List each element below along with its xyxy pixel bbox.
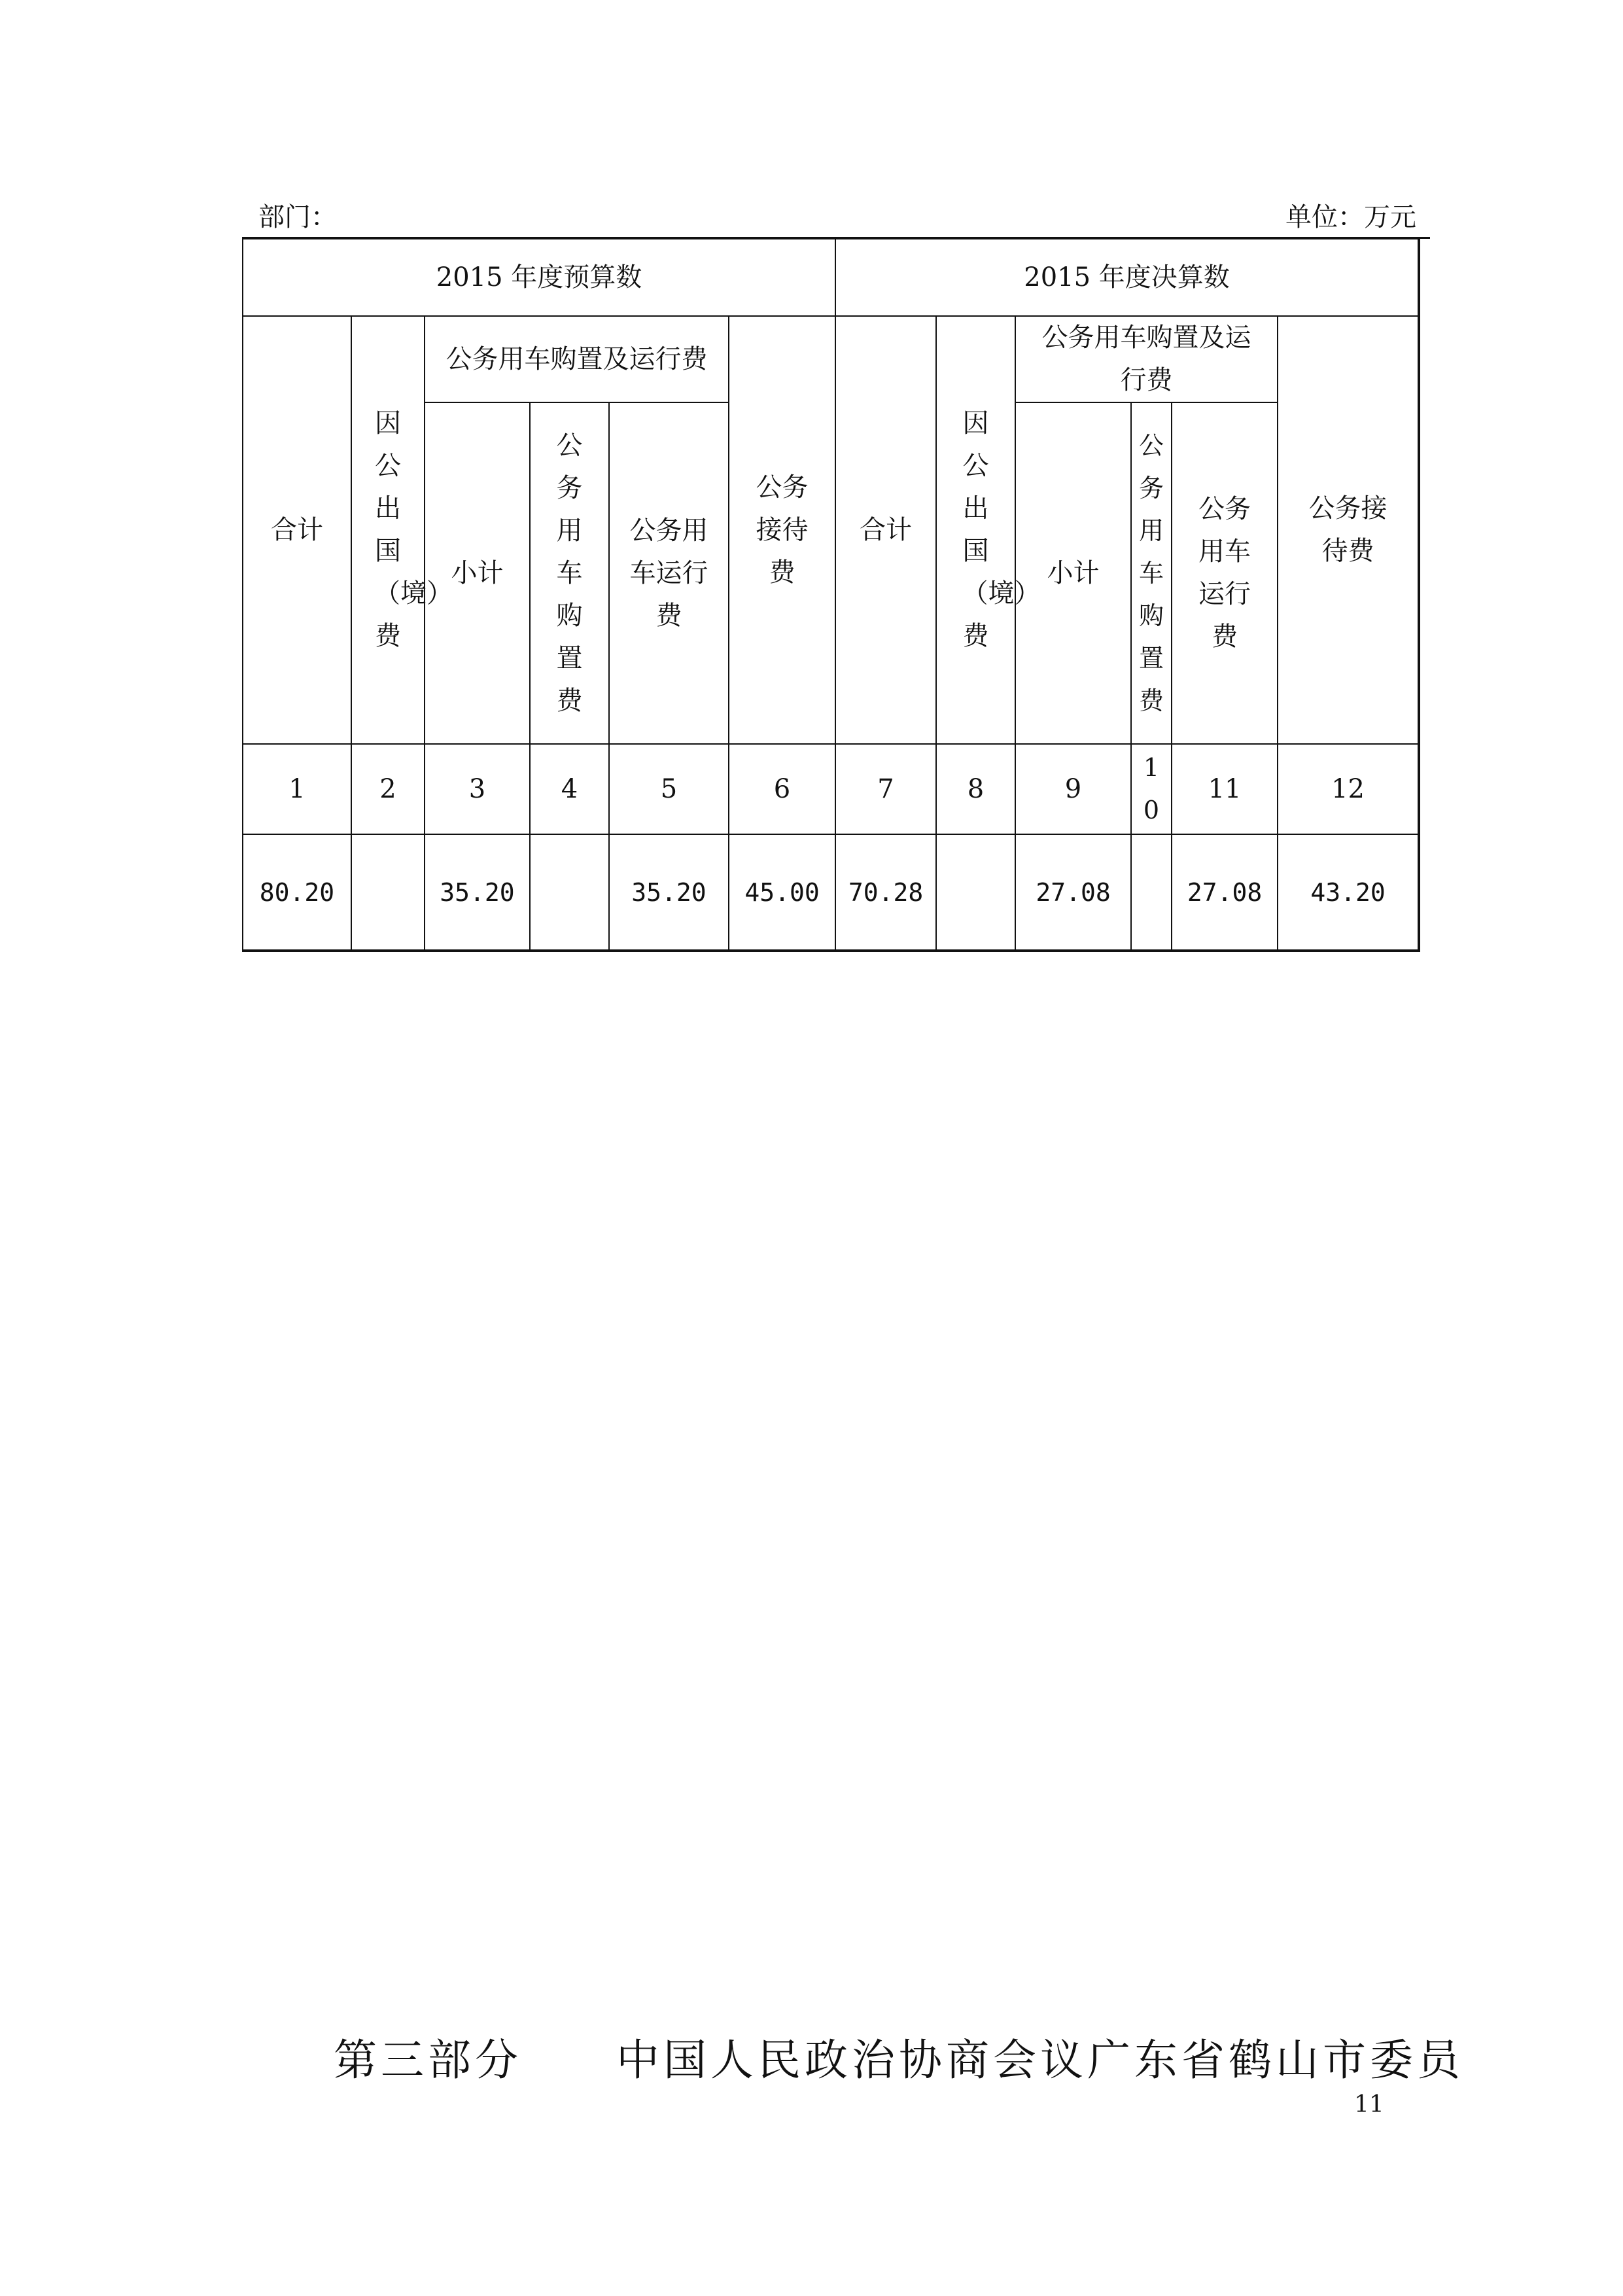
actual-reception-header: 公务接待费 xyxy=(1278,316,1419,744)
value-cell xyxy=(351,834,425,951)
index-cell: 3 xyxy=(425,744,530,834)
index-cell: 7 xyxy=(835,744,936,834)
index-cell: 12 xyxy=(1278,744,1419,834)
page-number: 11 xyxy=(1354,2091,1384,2118)
value-cell: 27.08 xyxy=(1172,834,1278,951)
index-cell: 10 xyxy=(1131,744,1172,834)
budget-subtotal-header: 小计 xyxy=(425,402,530,744)
budget-vehicle-group-header: 公务用车购置及运行费 xyxy=(425,316,729,402)
budget-total-header: 合计 xyxy=(243,316,351,744)
value-cell: 80.20 xyxy=(243,834,351,951)
value-cell: 27.08 xyxy=(1015,834,1131,951)
value-cell: 35.20 xyxy=(609,834,729,951)
actual-total-header: 合计 xyxy=(835,316,936,744)
actual-vehicle-purchase-header: 公务用车购置费 xyxy=(1131,402,1172,744)
value-cell: 70.28 xyxy=(835,834,936,951)
budget-overseas-header: 因公出国（境）费 xyxy=(351,316,425,744)
value-cell: 35.20 xyxy=(425,834,530,951)
value-cell: 43.20 xyxy=(1278,834,1419,951)
department-label: 部门： xyxy=(258,202,337,232)
budget-vehicle-purchase-header: 公务用车购置费 xyxy=(530,402,609,744)
index-cell: 11 xyxy=(1172,744,1278,834)
index-cell: 1 xyxy=(243,744,351,834)
value-cell xyxy=(1131,834,1172,951)
index-cell: 2 xyxy=(351,744,425,834)
value-cell: 45.00 xyxy=(729,834,835,951)
index-cell: 5 xyxy=(609,744,729,834)
index-cell: 4 xyxy=(530,744,609,834)
budget-reception-header: 公务接待费 xyxy=(729,316,835,744)
actual-period-header: 2015 年度决算数 xyxy=(835,239,1419,316)
actual-vehicle-operation-header: 公务用车运行费 xyxy=(1172,402,1278,744)
index-cell: 6 xyxy=(729,744,835,834)
actual-subtotal-header: 小计 xyxy=(1015,402,1131,744)
budget-vehicle-operation-header: 公务用车运行费 xyxy=(609,402,729,744)
actual-vehicle-group-header: 公务用车购置及运行费 xyxy=(1015,316,1278,402)
index-cell: 8 xyxy=(936,744,1015,834)
section-heading: 第三部分 中国人民政治协商会议广东省鹤山市委员 xyxy=(334,2035,1464,2085)
three-public-expenses-table xyxy=(242,238,1420,952)
index-cell: 9 xyxy=(1015,744,1131,834)
value-cell xyxy=(530,834,609,951)
actual-overseas-header: 因公出国（境）费 xyxy=(936,316,1015,744)
value-cell xyxy=(936,834,1015,951)
unit-label: 单位：万元 xyxy=(1285,202,1416,232)
budget-period-header: 2015 年度预算数 xyxy=(243,239,835,316)
